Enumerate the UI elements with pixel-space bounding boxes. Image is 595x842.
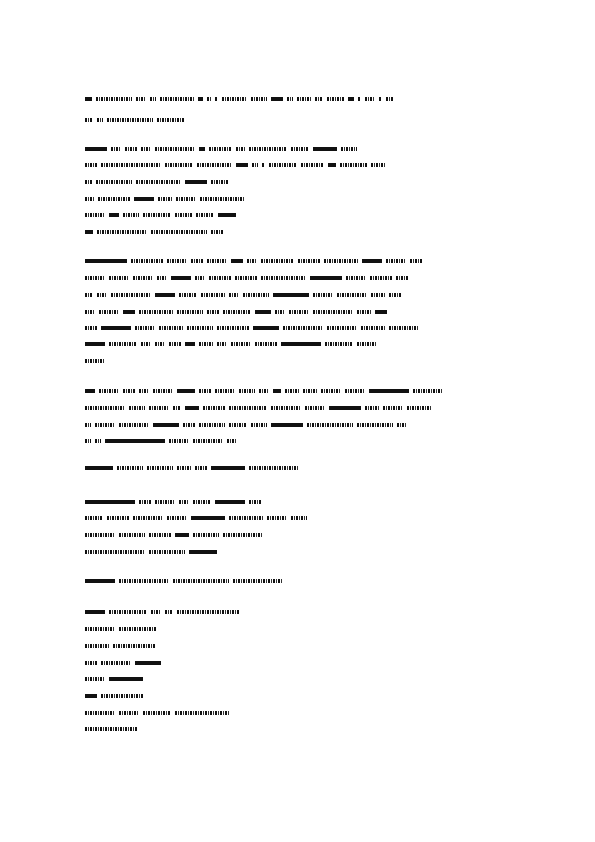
word-block	[261, 259, 294, 263]
word-block	[175, 213, 192, 217]
word-block	[345, 389, 365, 393]
word-block	[389, 293, 401, 297]
word-block	[123, 213, 139, 217]
word-block	[85, 276, 105, 280]
word-block	[85, 533, 115, 537]
word-block	[151, 610, 161, 614]
word-block	[177, 610, 239, 614]
word-block	[183, 423, 195, 427]
word-block	[155, 342, 165, 346]
word-block	[193, 533, 219, 537]
word-block	[383, 406, 403, 410]
text-line	[85, 609, 243, 614]
word-block	[337, 293, 367, 297]
word-block	[386, 97, 394, 101]
word-block	[96, 180, 132, 184]
word-block	[173, 579, 229, 583]
word-block	[109, 610, 147, 614]
word-block	[141, 147, 151, 151]
word-block	[179, 293, 197, 297]
word-block	[85, 694, 97, 698]
word-block	[155, 147, 195, 151]
word-block	[370, 276, 392, 280]
word-block	[85, 466, 113, 470]
word-block	[328, 163, 336, 167]
word-block	[371, 293, 385, 297]
word-block	[251, 423, 267, 427]
word-block	[147, 466, 173, 470]
word-block	[187, 326, 213, 330]
word-block	[235, 276, 257, 280]
word-block	[85, 230, 93, 234]
word-block	[249, 147, 287, 151]
word-block	[123, 389, 135, 393]
word-block	[85, 661, 97, 665]
word-block	[133, 516, 163, 520]
word-block	[165, 163, 193, 167]
word-block	[160, 97, 194, 101]
word-block	[125, 147, 137, 151]
word-block	[386, 259, 406, 263]
word-block	[85, 197, 94, 201]
word-block	[247, 259, 257, 263]
word-block	[211, 180, 229, 184]
word-block	[321, 389, 341, 393]
word-block	[275, 310, 285, 314]
word-block	[85, 326, 97, 330]
word-block	[111, 147, 121, 151]
word-block	[259, 389, 269, 393]
word-block	[291, 147, 309, 151]
word-block	[135, 326, 155, 330]
word-block	[167, 259, 187, 263]
word-block	[211, 466, 245, 470]
word-block	[303, 389, 317, 393]
word-block	[153, 389, 173, 393]
word-block	[85, 644, 109, 648]
word-block	[325, 342, 353, 346]
word-block	[85, 423, 91, 427]
word-block	[101, 326, 131, 330]
word-block	[371, 163, 386, 167]
word-block	[151, 230, 207, 234]
word-block	[397, 423, 407, 427]
word-block	[261, 276, 306, 280]
word-block	[211, 230, 223, 234]
word-block	[298, 259, 320, 263]
word-block	[119, 627, 157, 631]
word-block	[109, 677, 143, 681]
word-block	[193, 439, 223, 443]
word-block	[271, 97, 283, 101]
word-block	[85, 359, 105, 363]
word-block	[324, 259, 358, 263]
word-block	[191, 516, 225, 520]
word-block	[199, 342, 213, 346]
text-line	[85, 660, 165, 665]
word-block	[207, 259, 227, 263]
word-block	[287, 97, 293, 101]
word-block	[199, 423, 225, 427]
word-block	[185, 342, 195, 346]
word-block	[310, 276, 342, 280]
word-block	[229, 423, 247, 427]
word-block	[209, 147, 232, 151]
word-block	[271, 406, 301, 410]
word-block	[95, 423, 115, 427]
word-block	[301, 163, 324, 167]
word-block	[285, 389, 299, 393]
word-block	[139, 310, 173, 314]
text-line	[85, 196, 248, 201]
word-block	[109, 342, 137, 346]
word-block	[136, 97, 146, 101]
text-line	[85, 465, 303, 470]
word-block	[281, 342, 321, 346]
word-block	[97, 230, 147, 234]
word-block	[305, 406, 325, 410]
word-block	[85, 579, 115, 583]
word-block	[199, 147, 205, 151]
text-line	[85, 275, 412, 280]
word-block	[119, 423, 149, 427]
word-block	[239, 389, 255, 393]
word-block	[107, 516, 129, 520]
word-block	[313, 310, 353, 314]
word-block	[375, 310, 387, 314]
word-block	[231, 342, 251, 346]
word-block	[85, 711, 115, 715]
word-block	[97, 293, 107, 297]
word-block	[134, 197, 154, 201]
word-block	[315, 97, 323, 101]
text-line	[85, 499, 265, 504]
word-block	[396, 276, 408, 280]
word-block	[113, 644, 155, 648]
word-block	[236, 147, 245, 151]
word-block	[369, 389, 409, 393]
text-line	[85, 693, 147, 698]
word-block	[215, 97, 218, 101]
word-block	[155, 293, 175, 297]
word-block	[236, 163, 248, 167]
word-block	[135, 661, 161, 665]
text-line	[85, 726, 141, 731]
word-block	[197, 163, 232, 167]
word-block	[177, 310, 203, 314]
word-block	[313, 293, 333, 297]
word-block	[271, 423, 303, 427]
word-block	[358, 97, 361, 101]
word-block	[109, 276, 129, 280]
word-block	[357, 310, 371, 314]
word-block	[346, 276, 366, 280]
word-block	[249, 500, 261, 504]
word-block	[109, 213, 119, 217]
word-block	[96, 97, 132, 101]
word-block	[129, 406, 145, 410]
word-block	[195, 466, 207, 470]
word-block	[159, 326, 183, 330]
text-line	[85, 341, 381, 346]
word-block	[218, 213, 236, 217]
word-block	[101, 163, 161, 167]
word-block	[101, 661, 131, 665]
word-block	[291, 516, 307, 520]
word-block	[207, 310, 219, 314]
word-block	[413, 389, 443, 393]
word-block	[362, 259, 382, 263]
word-block	[196, 213, 214, 217]
word-block	[215, 389, 235, 393]
word-block	[85, 310, 95, 314]
text-line	[85, 146, 361, 151]
word-block	[97, 118, 103, 122]
word-block	[85, 439, 91, 443]
word-block	[117, 466, 143, 470]
word-block	[229, 406, 267, 410]
word-block	[177, 466, 191, 470]
word-block	[136, 180, 181, 184]
word-block	[95, 439, 101, 443]
word-block	[149, 550, 185, 554]
word-block	[85, 213, 105, 217]
word-block	[198, 97, 203, 101]
word-block	[229, 293, 239, 297]
word-block	[327, 326, 357, 330]
word-block	[233, 579, 283, 583]
word-block	[185, 406, 199, 410]
word-block	[139, 500, 151, 504]
word-block	[329, 406, 361, 410]
word-block	[262, 163, 265, 167]
text-line	[85, 229, 227, 234]
word-block	[200, 197, 244, 201]
word-block	[203, 406, 225, 410]
word-block	[255, 342, 277, 346]
word-block	[85, 97, 92, 101]
word-block	[231, 259, 243, 263]
word-block	[165, 610, 173, 614]
word-block	[131, 259, 163, 263]
word-block	[217, 342, 227, 346]
word-block	[223, 310, 251, 314]
word-block	[209, 276, 231, 280]
word-block	[175, 533, 189, 537]
word-block	[249, 466, 299, 470]
word-block	[410, 259, 422, 263]
word-block	[157, 276, 167, 280]
word-block	[85, 147, 107, 151]
word-block	[389, 326, 419, 330]
text-line	[85, 309, 391, 314]
word-block	[85, 163, 97, 167]
word-block	[357, 423, 393, 427]
text-line	[85, 258, 426, 263]
word-block	[85, 677, 105, 681]
word-block	[99, 389, 119, 393]
word-block	[155, 500, 175, 504]
text-line	[85, 532, 267, 537]
text-line	[85, 626, 161, 631]
text-line	[85, 438, 241, 443]
word-block	[119, 711, 139, 715]
word-block	[289, 310, 309, 314]
word-block	[158, 197, 172, 201]
word-block	[253, 326, 279, 330]
word-block	[269, 163, 297, 167]
word-block	[85, 727, 137, 731]
word-block	[313, 147, 337, 151]
text-line	[85, 676, 147, 681]
word-block	[267, 516, 287, 520]
word-block	[143, 711, 171, 715]
text-line	[85, 422, 411, 427]
word-block	[149, 533, 171, 537]
word-block	[307, 423, 353, 427]
text-line	[85, 710, 233, 715]
word-block	[222, 97, 247, 101]
word-block	[143, 213, 171, 217]
word-block	[85, 610, 105, 614]
word-block	[153, 423, 179, 427]
word-block	[107, 118, 153, 122]
word-block	[85, 342, 105, 346]
word-block	[199, 389, 211, 393]
text-line	[85, 162, 390, 167]
word-block	[201, 293, 225, 297]
text-line	[85, 325, 423, 330]
word-block	[357, 342, 377, 346]
text-line	[85, 179, 233, 184]
text-line	[85, 292, 405, 297]
word-block	[171, 276, 191, 280]
text-line	[85, 117, 189, 122]
word-block	[123, 310, 135, 314]
word-block	[150, 97, 156, 101]
word-block	[297, 97, 311, 101]
word-block	[341, 147, 357, 151]
word-block	[283, 326, 323, 330]
word-block	[141, 342, 151, 346]
word-block	[229, 516, 263, 520]
word-block	[139, 389, 149, 393]
text-line	[85, 358, 109, 363]
word-block	[379, 97, 382, 101]
word-block	[119, 533, 145, 537]
word-block	[348, 97, 354, 101]
word-block	[111, 293, 151, 297]
word-block	[191, 259, 203, 263]
word-block	[177, 389, 195, 393]
word-block	[195, 276, 205, 280]
word-block	[85, 389, 95, 393]
word-block	[175, 711, 229, 715]
word-block	[365, 406, 379, 410]
word-block	[133, 276, 153, 280]
word-block	[227, 439, 237, 443]
word-block	[157, 118, 185, 122]
word-block	[98, 197, 130, 201]
word-block	[223, 533, 263, 537]
text-line	[85, 96, 398, 101]
text-line	[85, 405, 435, 410]
word-block	[85, 516, 103, 520]
word-block	[207, 97, 211, 101]
word-block	[252, 163, 258, 167]
word-block	[185, 180, 207, 184]
word-block	[105, 439, 165, 443]
word-block	[149, 406, 169, 410]
word-block	[189, 550, 217, 554]
text-line	[85, 388, 447, 393]
word-block	[215, 500, 245, 504]
word-block	[85, 627, 115, 631]
word-block	[85, 550, 145, 554]
word-block	[167, 516, 187, 520]
word-block	[85, 406, 125, 410]
word-block	[243, 293, 269, 297]
word-block	[119, 579, 169, 583]
word-block	[85, 180, 92, 184]
word-block	[173, 406, 181, 410]
word-block	[217, 326, 249, 330]
word-block	[99, 310, 119, 314]
word-block	[101, 694, 143, 698]
word-block	[340, 163, 367, 167]
word-block	[85, 500, 135, 504]
word-block	[169, 342, 181, 346]
word-block	[327, 97, 344, 101]
text-line	[85, 643, 159, 648]
word-block	[193, 500, 211, 504]
word-block	[179, 500, 189, 504]
word-block	[169, 439, 189, 443]
word-block	[85, 259, 127, 263]
word-block	[255, 310, 271, 314]
text-line	[85, 578, 287, 583]
word-block	[273, 293, 309, 297]
text-line	[85, 515, 311, 520]
word-block	[85, 293, 93, 297]
word-block	[273, 389, 281, 393]
word-block	[251, 97, 267, 101]
word-block	[365, 97, 375, 101]
word-block	[361, 326, 385, 330]
word-block	[407, 406, 431, 410]
text-line	[85, 212, 240, 217]
word-block	[85, 118, 93, 122]
text-line	[85, 549, 221, 554]
word-block	[176, 197, 196, 201]
